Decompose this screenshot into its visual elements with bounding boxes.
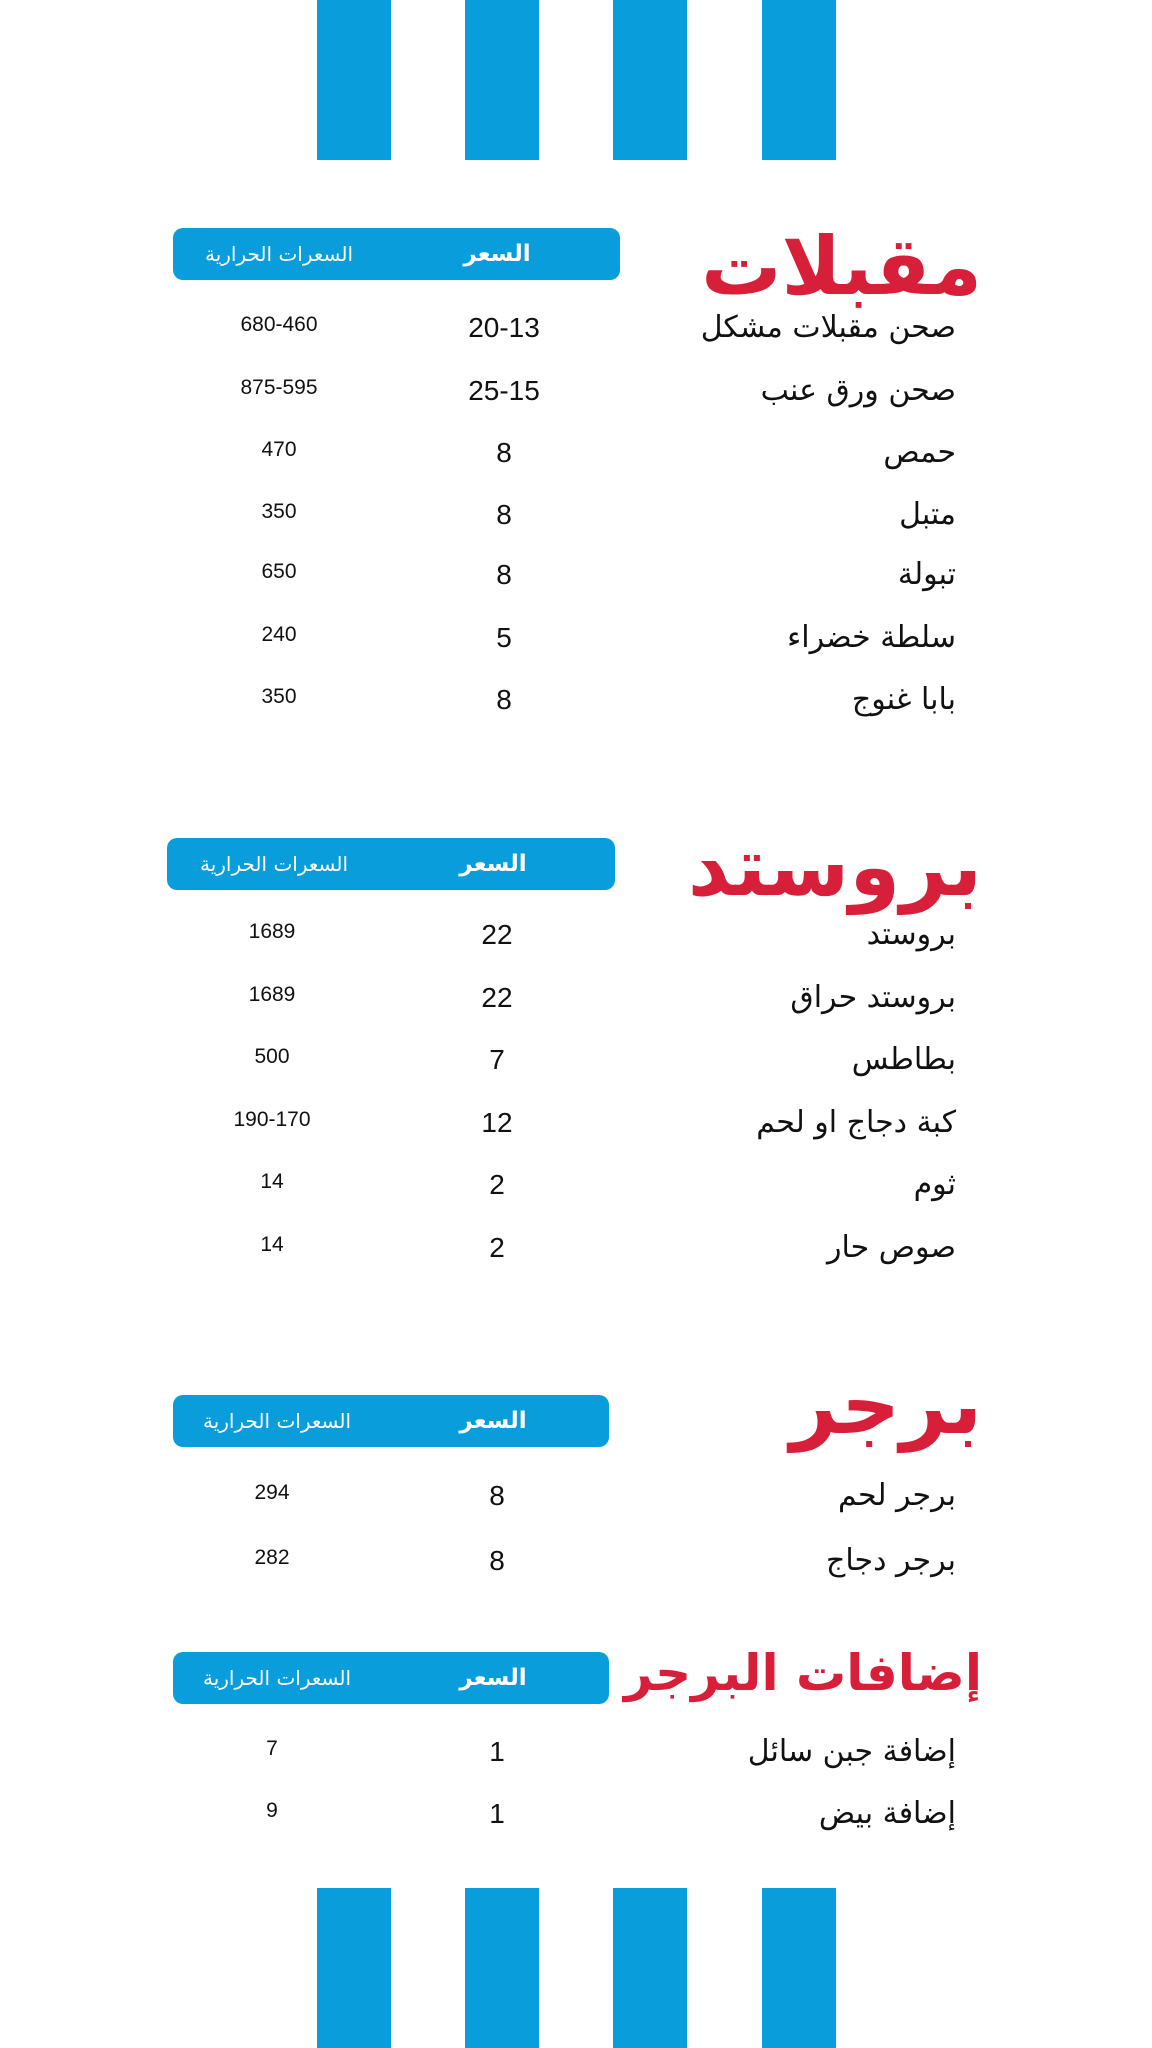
calories-header: السعرات الحرارية [202,1666,352,1690]
item-name: برجر لحم [837,1478,956,1513]
menu-row [0,669,1152,731]
item-calories: 190-170 [233,1108,311,1131]
stripe [613,1888,687,2048]
item-name: صوص حار [827,1230,956,1265]
item-price: 12 [481,1107,513,1138]
item-name: إضافة بيض [818,1796,956,1831]
item-name: متبل [899,497,956,532]
item-name: كبة دجاج او لحم [756,1105,956,1140]
item-price: 8 [489,1480,505,1511]
menu-row [0,967,1152,1029]
item-price: 8 [496,684,512,715]
item-calories: 1689 [248,983,296,1006]
table-header [173,1652,609,1704]
calories-header: السعرات الحرارية [204,242,354,266]
stripe [465,0,539,160]
calories-header: السعرات الحرارية [202,1409,352,1433]
stripe [465,1888,539,2048]
item-name: تبولة [897,557,956,592]
menu-row [0,1029,1152,1091]
table-header [167,838,615,890]
item-calories: 680-460 [240,313,318,336]
stripe [762,1888,836,2048]
price-header: السعر [459,1408,527,1434]
menu-row [0,1530,1152,1592]
menu-row [0,1154,1152,1216]
menu-row [0,1092,1152,1154]
price-header: السعر [463,241,531,267]
item-price: 1 [489,1798,505,1829]
price-header: السعر [459,1665,527,1691]
item-price: 22 [481,919,513,950]
item-price: 2 [489,1232,505,1263]
section-title: إضافات البرجر [624,1644,982,1702]
item-calories: 240 [261,623,297,646]
item-calories: 9 [266,1799,278,1822]
item-calories: 282 [254,1546,290,1569]
menu-row [0,1783,1152,1845]
item-name: حمص [883,435,956,470]
stripe [762,0,836,160]
item-name: برجر دجاج [826,1543,956,1578]
item-name: صحن مقبلات مشكل [700,310,956,345]
item-name: بابا غنوج [851,682,956,717]
menu-row [0,1217,1152,1279]
item-name: بطاطس [851,1042,956,1077]
item-price: 8 [496,437,512,468]
stripe [613,0,687,160]
item-price: 25-15 [468,375,540,406]
calories-header: السعرات الحرارية [199,852,349,876]
menu-row [0,360,1152,422]
menu-row [0,1465,1152,1527]
item-price: 2 [489,1169,505,1200]
item-calories: 350 [261,685,297,708]
item-calories: 294 [254,1481,290,1504]
item-price: 7 [489,1044,505,1075]
menu-row [0,607,1152,669]
menu-row [0,297,1152,359]
stripe [317,0,391,160]
item-calories: 14 [260,1170,284,1193]
item-calories: 500 [254,1045,290,1068]
bottom-stripes [0,1888,1152,2048]
item-name: ثوم [913,1167,956,1202]
top-stripes [0,0,1152,160]
item-price: 5 [496,622,512,653]
item-calories: 7 [266,1737,278,1760]
item-calories: 350 [261,500,297,523]
item-name: بروستد حراق [790,980,956,1015]
item-name: سلطة خضراء [787,620,956,655]
table-header [173,228,620,280]
item-price: 20-13 [468,312,540,343]
item-price: 8 [496,499,512,530]
menu-row [0,904,1152,966]
item-calories: 875-595 [240,376,318,399]
item-calories: 470 [261,438,297,461]
item-calories: 1689 [248,920,296,943]
menu-row [0,544,1152,606]
section-title: برجر [790,1358,982,1453]
menu-row [0,484,1152,546]
item-name: إضافة جبن سائل [747,1734,956,1769]
item-calories: 650 [261,560,297,583]
section-title: بروستد [687,820,982,915]
item-price: 8 [489,1545,505,1576]
item-name: بروستد [866,917,956,952]
item-price: 22 [481,982,513,1013]
menu-row [0,422,1152,484]
section-title: مقبلات [701,220,982,313]
item-name: صحن ورق عنب [760,373,956,408]
menu-row [0,1721,1152,1783]
item-price: 8 [496,559,512,590]
price-header: السعر [459,851,527,877]
item-price: 1 [489,1736,505,1767]
stripe [317,1888,391,2048]
table-header [173,1395,609,1447]
item-calories: 14 [260,1233,284,1256]
